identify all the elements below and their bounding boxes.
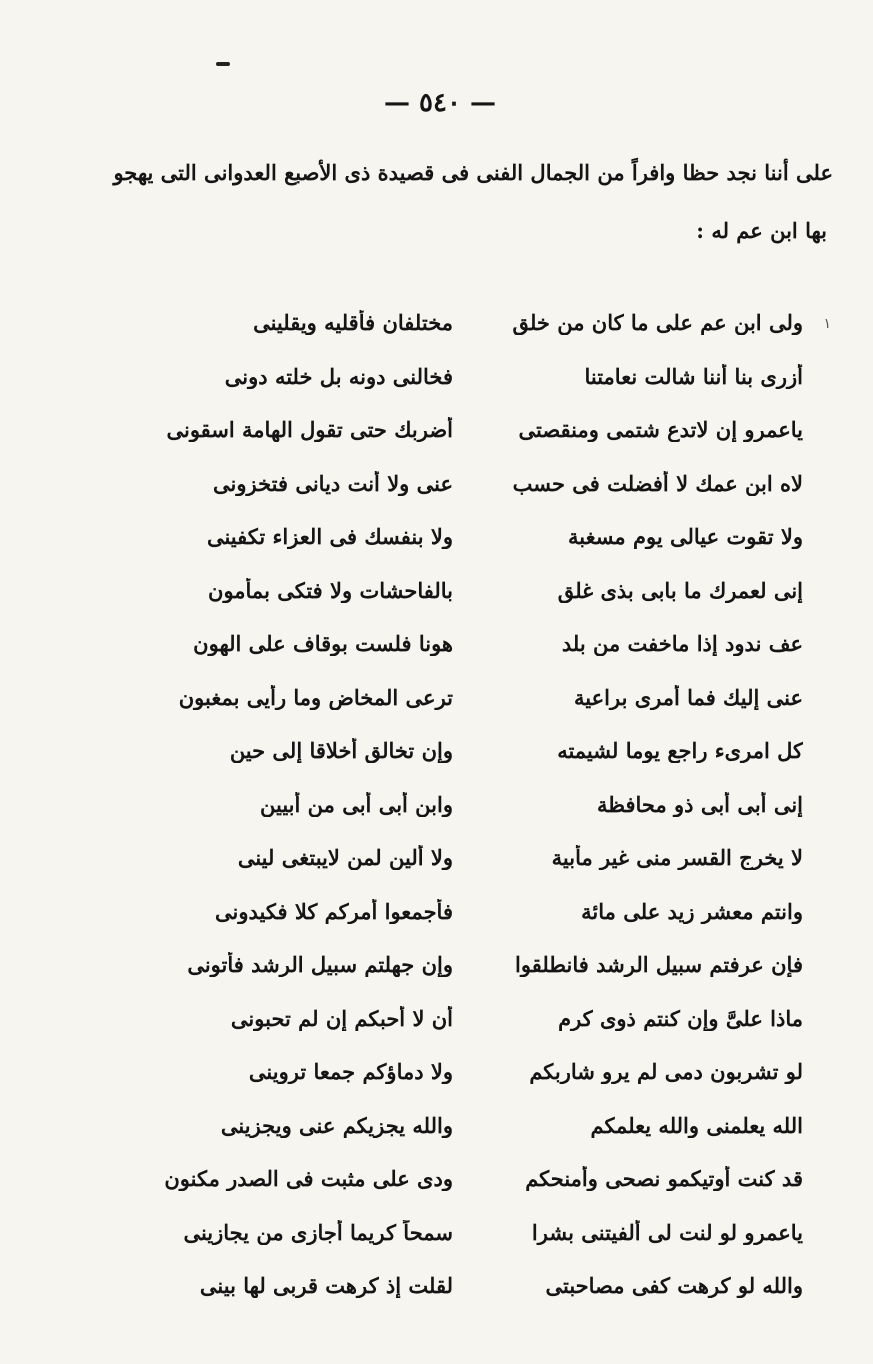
first-hemistich: عف ندود إذا ماخفت من بلد bbox=[561, 631, 803, 657]
first-hemistich: الله يعلمنى والله يعلمكم bbox=[590, 1112, 803, 1138]
first-hemistich: إنى أبى أبى ذو محافظة bbox=[596, 791, 803, 817]
first-hemistich: ولا تقوت عيالى يوم مسغبة bbox=[567, 524, 803, 550]
second-hemistich: ولا بنفسك فى العزاء تكفينى bbox=[206, 524, 453, 550]
verse-line bbox=[123, 1259, 803, 1313]
second-hemistich: هونا فلست بوقاف على الهون bbox=[193, 631, 453, 657]
verse-line bbox=[123, 1206, 803, 1260]
first-hemistich: فإن عرفتم سبيل الرشد فانطلقوا bbox=[515, 952, 803, 978]
second-hemistich: والله يجزيكم عنى ويجزينى bbox=[220, 1112, 453, 1138]
first-hemistich: ولى ابن عم على ما كان من خلق bbox=[512, 310, 803, 336]
verse-line bbox=[123, 938, 803, 992]
first-hemistich: ماذا علىَّ وإن كنتم ذوى كرم bbox=[558, 1005, 803, 1031]
intro-line-1: على أننا نجد حظا وافراً من الجمال الفنى فى قصيدة ذى الأصبع العدوانى التى يهجو bbox=[113, 160, 833, 185]
second-hemistich: وإن جهلتم سبيل الرشد فأتونى bbox=[187, 952, 453, 978]
verse-line bbox=[123, 403, 803, 457]
first-hemistich: لاه ابن عمك لا أفضلت فى حسب bbox=[512, 470, 803, 496]
verse-line bbox=[123, 778, 803, 832]
second-hemistich: فأجمعوا أمركم كلا فكيدونى bbox=[215, 898, 453, 924]
intro-line-2: بها ابن عم له : bbox=[696, 218, 827, 243]
first-hemistich: ياعمرو لو لنت لى ألفيتنى بشرا bbox=[531, 1219, 803, 1245]
first-hemistich: وانتم معشر زيد على مائة bbox=[581, 898, 803, 924]
first-hemistich: والله لو كرهت كفى مصاحبتى bbox=[545, 1273, 803, 1299]
first-hemistich: لو تشربون دمى لم يرو شاربكم bbox=[529, 1059, 803, 1085]
second-hemistich: عنى ولا أنت ديانى فتخزونى bbox=[213, 470, 453, 496]
verse-line bbox=[123, 724, 803, 778]
second-hemistich: ودى على مثبت فى الصدر مكنون bbox=[164, 1166, 453, 1192]
second-hemistich: أن لا أحبكم إن لم تحبونى bbox=[230, 1005, 453, 1031]
second-hemistich: لقلت إذ كرهت قربى لها بينى bbox=[199, 1273, 453, 1299]
first-hemistich: أزرى بنا أننا شالت نعامتنا bbox=[584, 363, 803, 389]
verse-line bbox=[123, 1099, 803, 1153]
second-hemistich: وابن أبى أبى من أبيين bbox=[260, 791, 453, 817]
verse-line bbox=[123, 564, 803, 618]
first-hemistich: إنى لعمرك ما بابى بذى غلق bbox=[557, 577, 803, 603]
verse-line bbox=[123, 350, 803, 404]
first-hemistich: لا يخرج القسر منى غير مأبية bbox=[551, 845, 803, 871]
first-hemistich: كل امرىء راجع يوما لشيمته bbox=[557, 738, 803, 764]
verse-line bbox=[123, 831, 803, 885]
second-hemistich: سمحاً كريما أجازى من يجازينى bbox=[183, 1219, 453, 1245]
verse-line bbox=[123, 992, 803, 1046]
second-hemistich: مختلفان فأقليه ويقلينى bbox=[253, 310, 453, 336]
first-hemistich: عنى إليك فما أمرى براعية bbox=[574, 684, 803, 710]
ink-mark bbox=[216, 62, 230, 66]
verse-line bbox=[123, 1152, 803, 1206]
verse-line bbox=[123, 617, 803, 671]
second-hemistich: ولا ألين لمن لايبتغى لينى bbox=[237, 845, 453, 871]
second-hemistich: وإن تخالق أخلاقا إلى حين bbox=[229, 738, 453, 764]
page-number: — ٥٤٠ — bbox=[383, 88, 497, 118]
verse-marker: ١ bbox=[823, 316, 831, 332]
verse-line bbox=[123, 1045, 803, 1099]
verse-line bbox=[123, 885, 803, 939]
verse-line bbox=[123, 510, 803, 564]
poem bbox=[123, 296, 803, 1326]
first-hemistich: ياعمرو إن لاتدع شتمى ومنقصتى bbox=[518, 417, 803, 443]
verse-line bbox=[123, 671, 803, 725]
second-hemistich: فخالنى دونه بل خلته دونى bbox=[224, 363, 453, 389]
verse-line bbox=[123, 296, 803, 350]
second-hemistich: أضربك حتى تقول الهامة اسقونى bbox=[166, 417, 453, 443]
second-hemistich: ترعى المخاض وما رأيى بمغبون bbox=[178, 684, 453, 710]
second-hemistich: ولا دماؤكم جمعا تروينى bbox=[248, 1059, 453, 1085]
verse-line bbox=[123, 457, 803, 511]
intro-paragraph bbox=[113, 144, 833, 260]
first-hemistich: قد كنت أوتيكمو نصحى وأمنحكم bbox=[525, 1166, 803, 1192]
second-hemistich: بالفاحشات ولا فتكى بمأمون bbox=[208, 577, 453, 603]
